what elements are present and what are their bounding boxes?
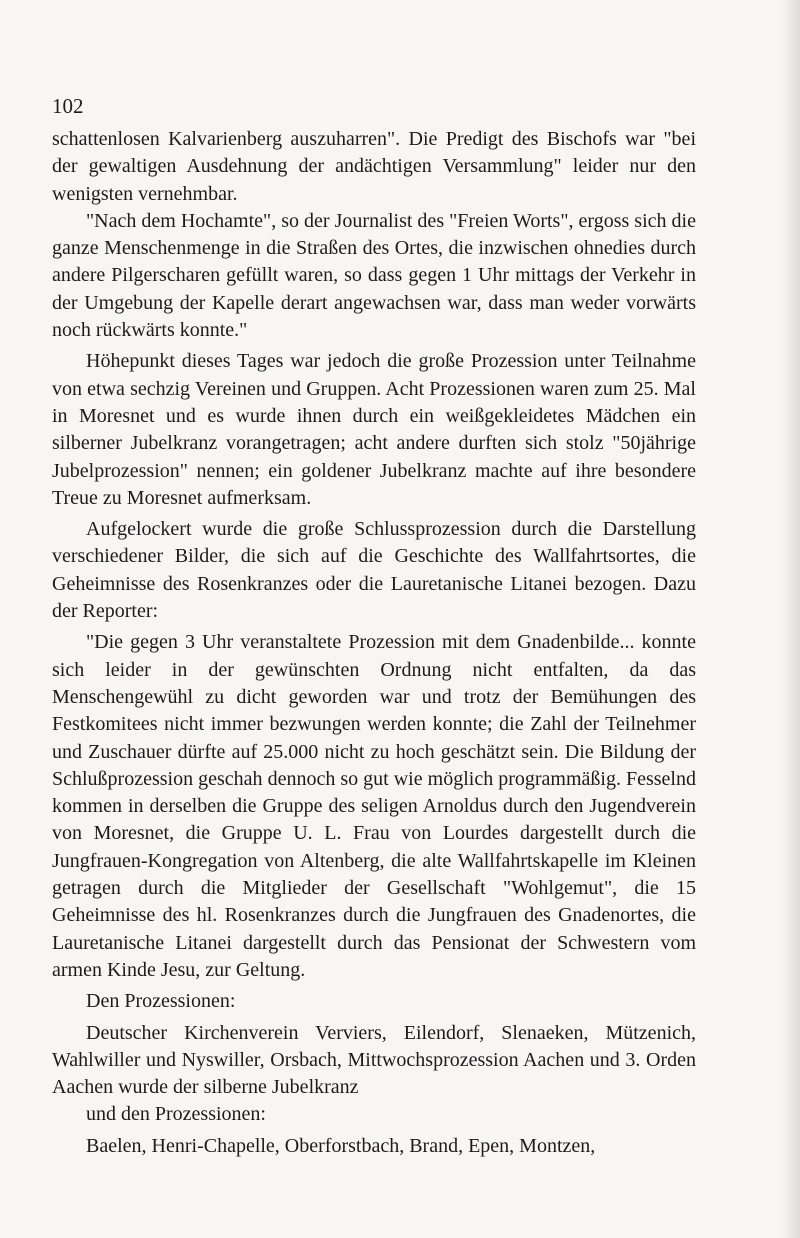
page-number: 102 (52, 94, 84, 118)
paragraph-8: und den Prozessionen: (86, 1103, 266, 1126)
paragraph-1: schattenlosen Kalvarienberg auszuharren". Die Predigt des Bischofs war "bei der gewaltigen Ausdehnung der andächtigen Versammlung" leider nur den wenigsten vernehmbar. (52, 128, 696, 205)
paragraph-5-quote: "Die gegen 3 Uhr veranstaltete Prozession mit dem Gnadenbilde... konnte sich leider in der gewünschten Ordnung nicht entfalten, da das Menschengewühl zu dicht geworden war und trotz der Bemühungen des Festkomitees nicht immer bezwungen werden konnte; die Zahl der Teilnehmer und Zuschauer dürfte auf 25.000 nicht zu hoch geschätzt sein. Die Bildung der Schlußprozession geschah dennoch so gut wie möglich programmäßig. Fesselnd kommen in derselben die Gruppe des seligen Arnoldus durch den Jugendverein von Moresnet, die Gruppe U. L. Frau von Lourdes dargestellt durch die Jungfrauen-Kongregation von Altenberg, die alte Wallfahrtskapelle im Kleinen getragen durch die Mitglieder der Gesellschaft "Wohlgemut", die 15 Geheimnisse des hl. Rosenkranzes durch die Jungfrauen des Gnadenortes, die Lauretanische Litanei dargestellt durch das Pensionat der Schwestern vom armen Kinde Jesu, zur Geltung. (52, 631, 696, 981)
paragraph-7: Deutscher Kirchenverein Verviers, Eilendorf, Slenaeken, Mützenich, Wahlwiller und Nyswiller, Orsbach, Mittwochsprozession Aachen und 3. Orden Aachen wurde der silberne Jubelkranz (52, 1021, 696, 1099)
paragraph-4: Aufgelockert wurde die große Schlussprozession durch die Darstellung verschiedener Bilder, die sich auf die Geschichte des Wallfahrtsortes, die Geheimnisse des Rosenkranzes oder die Lauretanische Litanei bezogen. Dazu der Reporter: (52, 518, 696, 623)
body-text (52, 126, 696, 1160)
paragraph-9: Baelen, Henri-Chapelle, Oberforstbach, Brand, Epen, Montzen, (86, 1134, 596, 1157)
paragraph-3: Höhepunkt dieses Tages war jedoch die große Prozession unter Teilnahme von etwa sechzig Vereinen und Gruppen. Acht Prozessionen waren zum 25. Mal in Moresnet und es wurde ihnen durch ein weißgekleidetes Mädchen ein silberner Jubelkranz vorangetragen; acht andere durften sich stolz "50jährige Jubelprozession" nennen; ein goldener Jubelkranz machte auf ihre besondere Treue zu Moresnet aufmerksam. (52, 350, 696, 509)
page-edge-shadow (782, 0, 800, 1238)
paragraph-2: "Nach dem Hochamte", so der Journalist des "Freien Worts", ergoss sich die ganze Menschenmenge in die Straßen des Ortes, die inzwischen ohnedies durch andere Pilgerscharen gefüllt waren, so dass gegen 1 Uhr mittags der Verkehr in der Umgebung der Kapelle derart angewachsen war, dass man weder vorwärts noch rückwärts konnte." (52, 209, 696, 342)
paragraph-6: Den Prozessionen: (86, 990, 236, 1013)
